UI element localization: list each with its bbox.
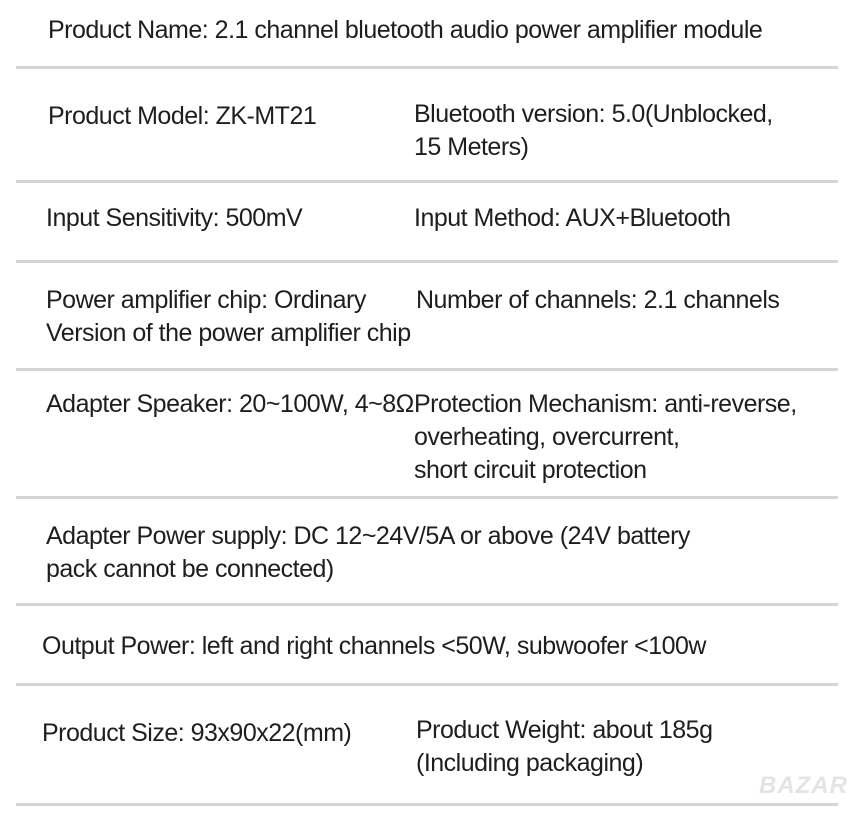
power-amplifier-chip: Power amplifier chip: Ordinary Version of the power amplifier chip bbox=[46, 286, 411, 347]
number-of-channels: Number of channels: 2.1 channels bbox=[416, 286, 780, 314]
watermark-logo: BAZAR bbox=[759, 772, 848, 799]
divider bbox=[16, 496, 838, 499]
adapter-power-supply: Adapter Power supply: DC 12~24V/5A or above (24V battery pack cannot be connected) bbox=[46, 522, 690, 583]
input-sensitivity: Input Sensitivity: 500mV bbox=[46, 204, 303, 232]
divider bbox=[16, 803, 838, 806]
divider bbox=[16, 180, 838, 183]
divider bbox=[16, 603, 838, 606]
product-size: Product Size: 93x90x22(mm) bbox=[42, 719, 352, 747]
product-name: Product Name: 2.1 channel bluetooth audio power amplifier module bbox=[48, 16, 763, 44]
input-method: Input Method: AUX+Bluetooth bbox=[414, 204, 731, 232]
product-model: Product Model: ZK-MT21 bbox=[48, 102, 317, 130]
output-power: Output Power: left and right channels <50W, subwoofer <100w bbox=[42, 632, 706, 660]
divider bbox=[16, 683, 838, 686]
adapter-speaker: Adapter Speaker: 20~100W, 4~8Ω bbox=[46, 390, 414, 418]
product-weight: Product Weight: about 185g (Including packaging) bbox=[416, 716, 713, 777]
divider bbox=[16, 260, 838, 263]
divider bbox=[16, 368, 838, 371]
protection-mechanism: Protection Mechanism: anti-reverse, overheating, overcurrent, short circuit protection bbox=[414, 390, 797, 484]
divider bbox=[16, 66, 838, 69]
bluetooth-version: Bluetooth version: 5.0(Unblocked, 15 Meters) bbox=[414, 100, 773, 161]
